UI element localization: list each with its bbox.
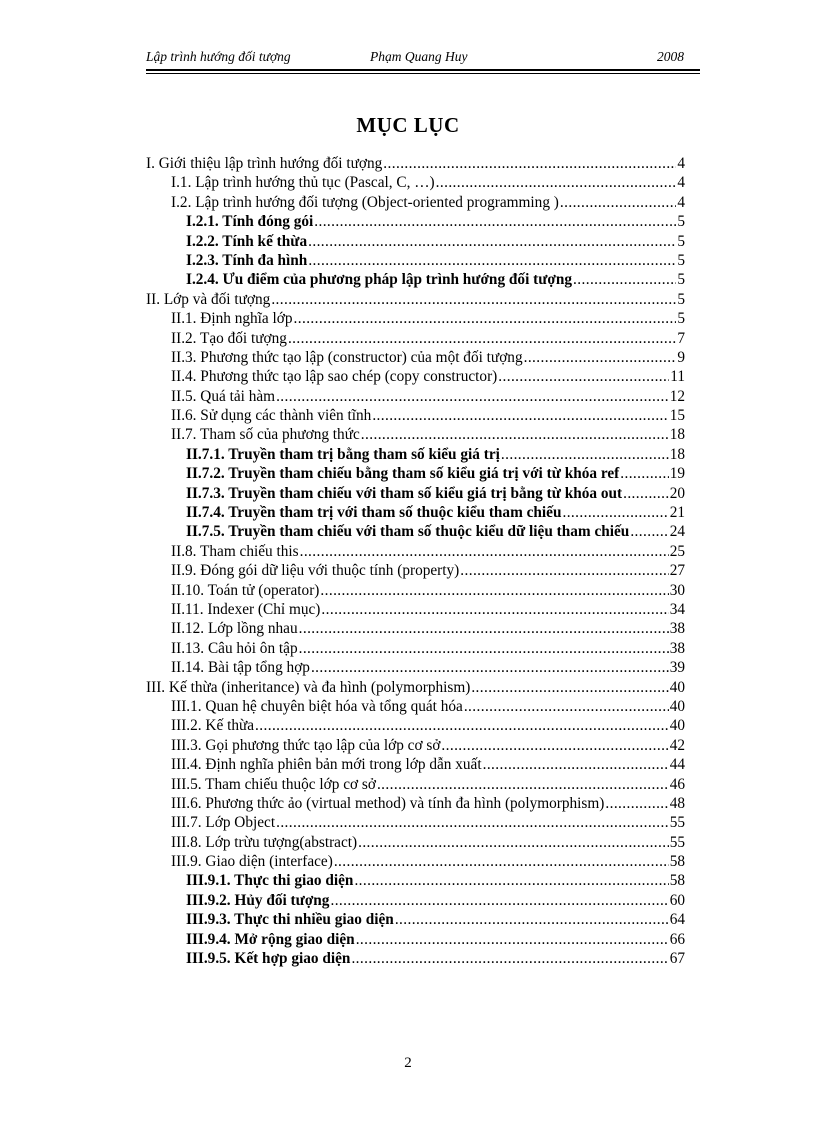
toc-entry-title: I.2.3. Tính đa hình [186, 251, 308, 269]
toc-dot-leader [471, 678, 668, 697]
toc-entry-page: 34 [669, 600, 685, 618]
toc-entry[interactable] [146, 794, 685, 813]
toc-entry-title: III.7. Lớp Object [171, 814, 276, 832]
toc-entry[interactable] [146, 290, 685, 309]
header-rule-thin [146, 73, 700, 74]
toc-entry-title: III.9.1. Thực thi giao diện [186, 872, 354, 890]
toc-entry[interactable] [146, 910, 685, 929]
toc-entry-page: 12 [669, 387, 685, 405]
toc-entry-page: 4 [677, 155, 685, 172]
toc-dot-leader [351, 949, 668, 968]
toc-dot-leader [377, 775, 669, 794]
toc-dot-leader [383, 154, 676, 173]
toc-entry-title: I.2. Lập trình hướng đối tượng (Object-oriented programming ) [171, 193, 559, 211]
toc-entry[interactable] [146, 697, 685, 716]
toc-entry-page: 15 [669, 407, 685, 425]
toc-entry-title: I. Giới thiệu lập trình hướng đối tượng [146, 155, 383, 172]
toc-entry-title: II.7.1. Truyền tham trị bằng tham số kiểu giá trị [186, 445, 500, 463]
toc-entry-page: 11 [670, 368, 685, 386]
toc-dot-leader [334, 852, 669, 871]
toc-dot-leader [605, 794, 668, 813]
toc-entry-page: 9 [677, 348, 685, 366]
toc-dot-leader [354, 871, 668, 890]
toc-entry-title: II.6. Sử dụng các thành viên tĩnh [171, 407, 372, 425]
toc-entry-title: II.10. Toán tử (operator) [171, 581, 320, 599]
toc-entry[interactable] [146, 445, 685, 464]
toc-dot-leader [288, 329, 676, 348]
toc-entry-page: 40 [669, 697, 685, 715]
toc-entry[interactable] [146, 619, 685, 638]
toc-dot-leader [498, 367, 669, 386]
toc-dot-leader [560, 193, 676, 212]
toc-entry-page: 7 [677, 329, 685, 347]
toc-dot-leader [501, 445, 669, 464]
toc-entry-title: II.7.2. Truyền tham chiếu bằng tham số kiểu giá trị với từ khóa ref [186, 465, 620, 483]
toc-entry[interactable] [146, 212, 685, 231]
toc-dot-leader [299, 619, 669, 638]
toc-entry[interactable] [146, 406, 685, 425]
toc-entry-title: I.1. Lập trình hướng thủ tục (Pascal, C, …) [171, 174, 435, 192]
toc-entry[interactable] [146, 775, 685, 794]
toc-entry-title: II.4. Phương thức tạo lập sao chép (copy constructor) [171, 368, 498, 386]
toc-dot-leader [623, 484, 669, 503]
toc-entry-title: III.9.3. Thực thi nhiều giao diện [186, 911, 394, 929]
toc-entry[interactable] [146, 348, 685, 367]
toc-dot-leader [276, 813, 669, 832]
toc-dot-leader [573, 270, 676, 289]
toc-dot-leader [271, 290, 676, 309]
toc-dot-leader [460, 561, 668, 580]
toc-entry[interactable] [146, 522, 685, 541]
toc-entry[interactable] [146, 949, 685, 968]
toc-entry[interactable] [146, 930, 685, 949]
toc-entry-page: 55 [669, 814, 685, 832]
toc-entry[interactable] [146, 484, 685, 503]
toc-entry-page: 18 [669, 426, 685, 444]
toc-entry-page: 5 [677, 213, 685, 231]
toc-entry-title: II.2. Tạo đối tượng [171, 329, 287, 347]
toc-entry-page: 5 [677, 290, 685, 308]
toc-dot-leader [562, 503, 668, 522]
toc-entry[interactable] [146, 736, 685, 755]
toc-entry-title: II.7.5. Truyền tham chiếu với tham số thuộc kiểu dữ liệu tham chiếu [186, 523, 630, 541]
toc-entry-page: 5 [677, 271, 685, 289]
toc-entry-title: II.13. Câu hỏi ôn tập [171, 639, 298, 657]
toc-entry[interactable] [146, 716, 685, 735]
toc-entry-title: III.9.5. Kết hợp giao diện [186, 950, 351, 968]
toc-entry-page: 24 [669, 523, 685, 541]
toc-entry-page: 40 [669, 678, 685, 696]
toc-entry[interactable] [146, 755, 685, 774]
toc-entry-title: II.14. Bài tập tổng hợp [171, 659, 310, 677]
toc-dot-leader [372, 406, 668, 425]
toc-entry-title: II.5. Quá tải hàm [171, 387, 276, 405]
toc-entry[interactable] [146, 173, 685, 192]
header-rule-thick [146, 69, 700, 71]
toc-dot-leader [620, 464, 668, 483]
toc-entry-page: 38 [669, 620, 685, 638]
header-book-title: Lập trình hướng đối tượng [146, 49, 291, 64]
toc-entry-title: II. Lớp và đối tượng [146, 290, 271, 308]
toc-entry-page: 38 [669, 639, 685, 657]
toc-dot-leader [308, 232, 676, 251]
toc-entry[interactable] [146, 852, 685, 871]
toc-entry-title: I.2.4. Ưu điểm của phương pháp lập trình hướng đối tượng [186, 271, 573, 289]
toc-entry-page: 66 [669, 930, 685, 948]
toc-entry-title: III.9.4. Mở rộng giao diện [186, 930, 355, 948]
toc-dot-leader [524, 348, 677, 367]
toc-entry-page: 58 [669, 853, 685, 871]
toc-entry-title: II.1. Định nghĩa lớp [171, 310, 293, 328]
page-number: 2 [404, 1055, 412, 1071]
toc-entry[interactable] [146, 581, 685, 600]
toc-entry[interactable] [146, 658, 685, 677]
toc-dot-leader [299, 639, 669, 658]
toc-dot-leader [330, 891, 668, 910]
toc-dot-leader [441, 736, 668, 755]
toc-entry-title: II.3. Phương thức tạo lập (constructor) của một đối tượng [171, 348, 523, 366]
toc-entry-page: 39 [669, 659, 685, 677]
toc-entry[interactable] [146, 813, 685, 832]
toc-entry-title: III.3. Gọi phương thức tạo lập của lớp cơ sở [171, 736, 441, 754]
toc-entry-page: 5 [677, 251, 685, 269]
toc-entry-page: 5 [677, 310, 685, 328]
toc-dot-leader [320, 581, 668, 600]
toc-entry[interactable] [146, 270, 685, 289]
toc-dot-leader [255, 716, 669, 735]
toc-entry-title: III. Kế thừa (inheritance) và đa hình (polymorphism) [146, 678, 471, 696]
toc-entry[interactable] [146, 425, 685, 444]
toc-entry[interactable] [146, 193, 685, 212]
toc-entry[interactable] [146, 833, 685, 852]
toc-entry-page: 21 [669, 504, 685, 522]
toc-entry-page: 46 [669, 775, 685, 793]
page-title: MỤC LỤC [356, 113, 460, 137]
toc-entry[interactable] [146, 542, 685, 561]
toc-entry[interactable] [146, 600, 685, 619]
toc-entry-page: 4 [677, 174, 685, 192]
toc-entry-page: 18 [669, 445, 685, 463]
header-author: Phạm Quang Huy [370, 49, 468, 64]
toc-entry-page: 27 [669, 562, 685, 580]
toc-entry[interactable] [146, 871, 685, 890]
toc-entry-page: 30 [669, 581, 685, 599]
toc-dot-leader [311, 658, 669, 677]
toc-entry[interactable] [146, 639, 685, 658]
toc-entry-title: II.7. Tham số của phương thức [171, 426, 360, 444]
toc-entry-page: 40 [669, 717, 685, 735]
toc-entry-page: 55 [669, 833, 685, 851]
toc-entry-title: III.4. Định nghĩa phiên bản mới trong lớp dẫn xuất [171, 756, 482, 774]
toc-entry-title: II.7.4. Truyền tham trị với tham số thuộc kiểu tham chiếu [186, 504, 562, 522]
toc-entry-page: 58 [669, 872, 685, 890]
toc-dot-leader [294, 309, 677, 328]
toc-entry[interactable] [146, 154, 685, 173]
table-of-contents [146, 154, 685, 968]
toc-entry-page: 44 [669, 756, 685, 774]
toc-entry[interactable] [146, 678, 685, 697]
toc-dot-leader [356, 930, 669, 949]
toc-entry-title: I.2.2. Tính kế thừa [186, 232, 308, 250]
toc-entry-title: III.2. Kế thừa [171, 717, 255, 735]
toc-entry[interactable] [146, 891, 685, 910]
toc-entry-title: III.6. Phương thức ảo (virtual method) và tính đa hình (polymorphism) [171, 794, 605, 812]
toc-entry-page: 5 [677, 232, 685, 250]
toc-entry-title: III.8. Lớp trừu tượng(abstract) [171, 833, 358, 851]
toc-entry-title: II.12. Lớp lồng nhau [171, 620, 298, 638]
toc-entry[interactable] [146, 329, 685, 348]
toc-entry-title: II.11. Indexer (Chỉ mục) [171, 600, 321, 618]
toc-entry-page: 25 [669, 542, 685, 560]
toc-entry-title: III.5. Tham chiếu thuộc lớp cơ sở [171, 775, 376, 793]
toc-dot-leader [276, 387, 669, 406]
toc-entry-page: 4 [677, 193, 685, 211]
toc-entry[interactable] [146, 503, 685, 522]
header-year: 2008 [657, 49, 684, 64]
toc-entry-page: 48 [669, 794, 685, 812]
toc-entry-title: III.9. Giao diện (interface) [171, 853, 333, 871]
toc-dot-leader [321, 600, 668, 619]
toc-entry[interactable] [146, 309, 685, 328]
toc-dot-leader [483, 755, 669, 774]
page-header [146, 47, 684, 67]
toc-dot-leader [630, 522, 668, 541]
toc-entry[interactable] [146, 387, 685, 406]
toc-entry[interactable] [146, 561, 685, 580]
toc-dot-leader [361, 425, 669, 444]
toc-entry[interactable] [146, 464, 685, 483]
toc-entry[interactable] [146, 367, 685, 386]
toc-dot-leader [464, 697, 669, 716]
toc-entry-title: I.2.1. Tính đóng gói [186, 213, 314, 231]
toc-dot-leader [436, 173, 677, 192]
toc-entry[interactable] [146, 251, 685, 270]
toc-dot-leader [300, 542, 669, 561]
toc-entry-title: III.9.2. Hủy đối tượng [186, 891, 330, 909]
toc-entry-page: 42 [669, 736, 685, 754]
toc-entry-page: 64 [669, 911, 685, 929]
toc-entry-page: 60 [669, 891, 685, 909]
toc-entry-page: 20 [669, 484, 685, 502]
toc-dot-leader [314, 212, 676, 231]
toc-entry-page: 19 [669, 465, 685, 483]
toc-dot-leader [395, 910, 669, 929]
toc-entry-page: 67 [669, 950, 685, 968]
toc-entry[interactable] [146, 232, 685, 251]
toc-entry-title: II.9. Đóng gói dữ liệu với thuộc tính (property) [171, 562, 460, 580]
toc-entry-title: III.1. Quan hệ chuyên biệt hóa và tổng quát hóa [171, 697, 463, 715]
toc-entry-title: II.7.3. Truyền tham chiếu với tham số kiểu giá trị bằng từ khóa out [186, 484, 623, 502]
toc-entry-title: II.8. Tham chiếu this [171, 542, 299, 560]
toc-dot-leader [358, 833, 669, 852]
toc-dot-leader [308, 251, 676, 270]
